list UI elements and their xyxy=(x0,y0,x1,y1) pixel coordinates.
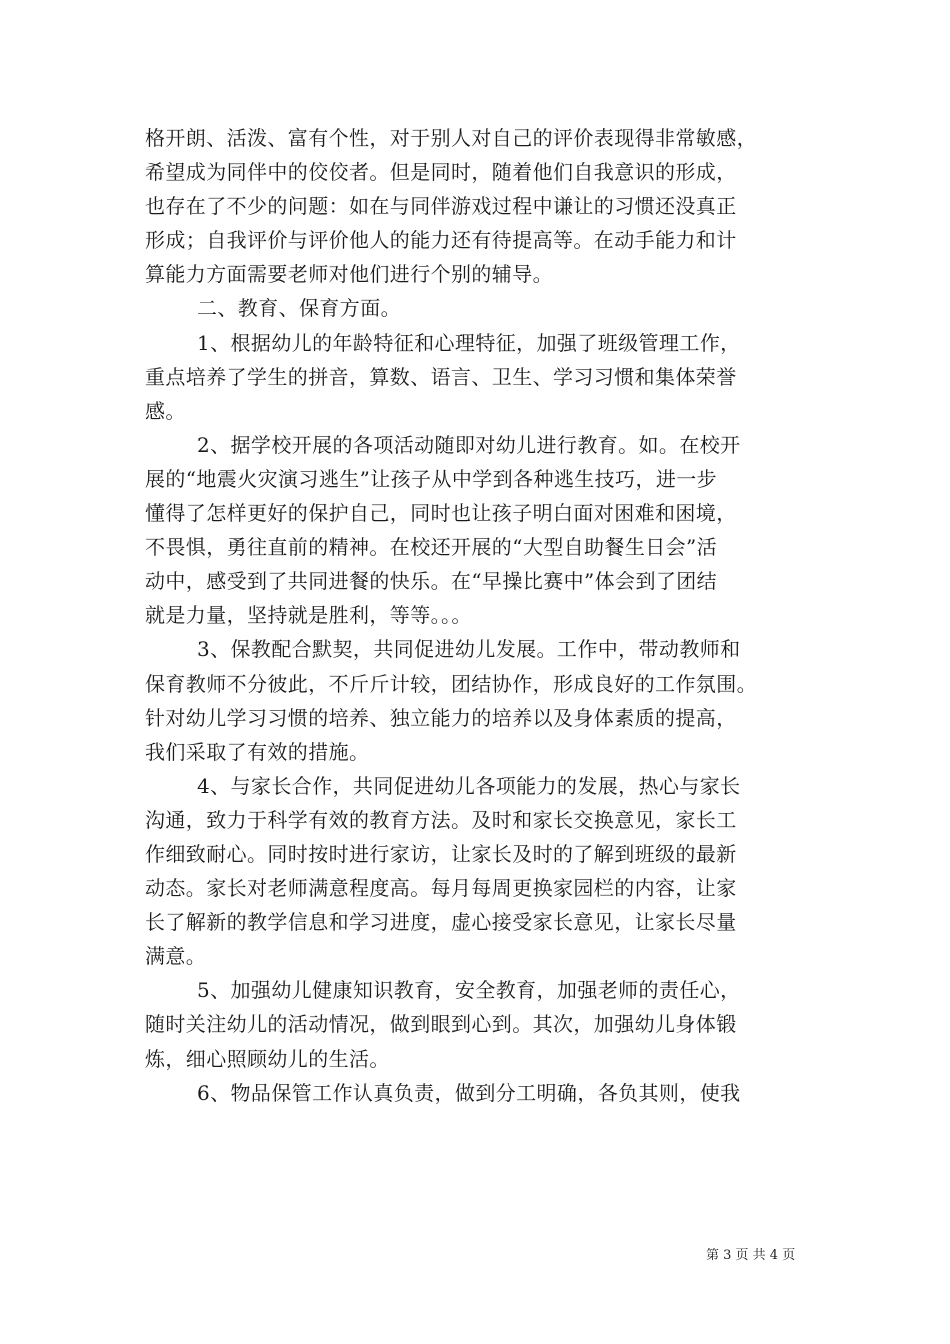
text-line: 感。 xyxy=(145,398,186,423)
text-line: 就是力量，坚持就是胜利，等等。。。 xyxy=(145,603,472,628)
text-line: 3、保教配合默契，共同促进幼儿发展。工作中，带动教师和 xyxy=(197,637,741,662)
text-line: 懂得了怎样更好的保护自己，同时也让孩子明白面对困难和困境， xyxy=(145,501,737,526)
text-line: 动态。家长对老师满意程度高。每月每周更换家园栏的内容，让家 xyxy=(145,876,737,901)
body-text xyxy=(145,121,825,1110)
text-line: 不畏惧，勇往直前的精神。在校还开展的“大型自助餐生日会”活 xyxy=(145,535,718,560)
text-line: 形成；自我评价与评价他人的能力还有待提高等。在动手能力和计 xyxy=(145,228,737,253)
text-line: 长了解新的教学信息和学习进度，虚心接受家长意见，让家长尽量 xyxy=(145,910,737,935)
text-line: 炼，细心照顾幼儿的生活。 xyxy=(145,1046,390,1071)
text-line: 也存在了不少的问题：如在与同伴游戏过程中谦让的习惯还没真正 xyxy=(145,194,737,219)
text-line: 我们采取了有效的措施。 xyxy=(145,739,370,764)
section-heading: 二、教育、保育方面。 xyxy=(197,296,401,321)
text-line: 保育教师不分彼此，不斤斤计较，团结协作，形成良好的工作氛围。 xyxy=(145,671,757,696)
text-line: 随时关注幼儿的活动情况，做到眼到心到。其次，加强幼儿身体锻 xyxy=(145,1012,737,1037)
text-line: 希望成为同伴中的佼佼者。但是同时，随着他们自我意识的形成， xyxy=(145,160,737,185)
text-line: 作细致耐心。同时按时进行家访，让家长及时的了解到班级的最新 xyxy=(145,841,737,866)
text-line: 沟通，致力于科学有效的教育方法。及时和家长交换意见，家长工 xyxy=(145,807,737,832)
text-line: 重点培养了学生的拼音，算数、语言、卫生、学习习惯和集体荣誉 xyxy=(145,364,737,389)
text-line: 1、根据幼儿的年龄特征和心理特征，加强了班级管理工作， xyxy=(197,330,741,355)
text-line: 展的“地震火灾演习逃生”让孩子从中学到各种逃生技巧，进一步 xyxy=(145,466,718,491)
text-line: 动中，感受到了共同进餐的快乐。在“早操比赛中”体会到了团结 xyxy=(145,569,718,594)
text-line: 格开朗、活泼、富有个性，对于别人对自己的评价表现得非常敏感， xyxy=(145,126,757,150)
text-line: 满意。 xyxy=(145,944,207,969)
text-line: 针对幼儿学习习惯的培养、独立能力的培养以及身体素质的提高， xyxy=(145,705,737,730)
text-line: 算能力方面需要老师对他们进行个别的辅导。 xyxy=(145,262,553,287)
text-line: 4、与家长合作，共同促进幼儿各项能力的发展，热心与家长 xyxy=(197,773,741,798)
text-line: 6、物品保管工作认真负责，做到分工明确，各负其则，使我 xyxy=(197,1080,741,1105)
page-number: 第 3 页 共 4 页 xyxy=(706,1248,796,1263)
text-line: 2、据学校开展的各项活动随即对幼儿进行教育。如。在校开 xyxy=(197,432,741,457)
text-line: 5、加强幼儿健康知识教育，安全教育，加强老师的责任心， xyxy=(197,978,741,1003)
